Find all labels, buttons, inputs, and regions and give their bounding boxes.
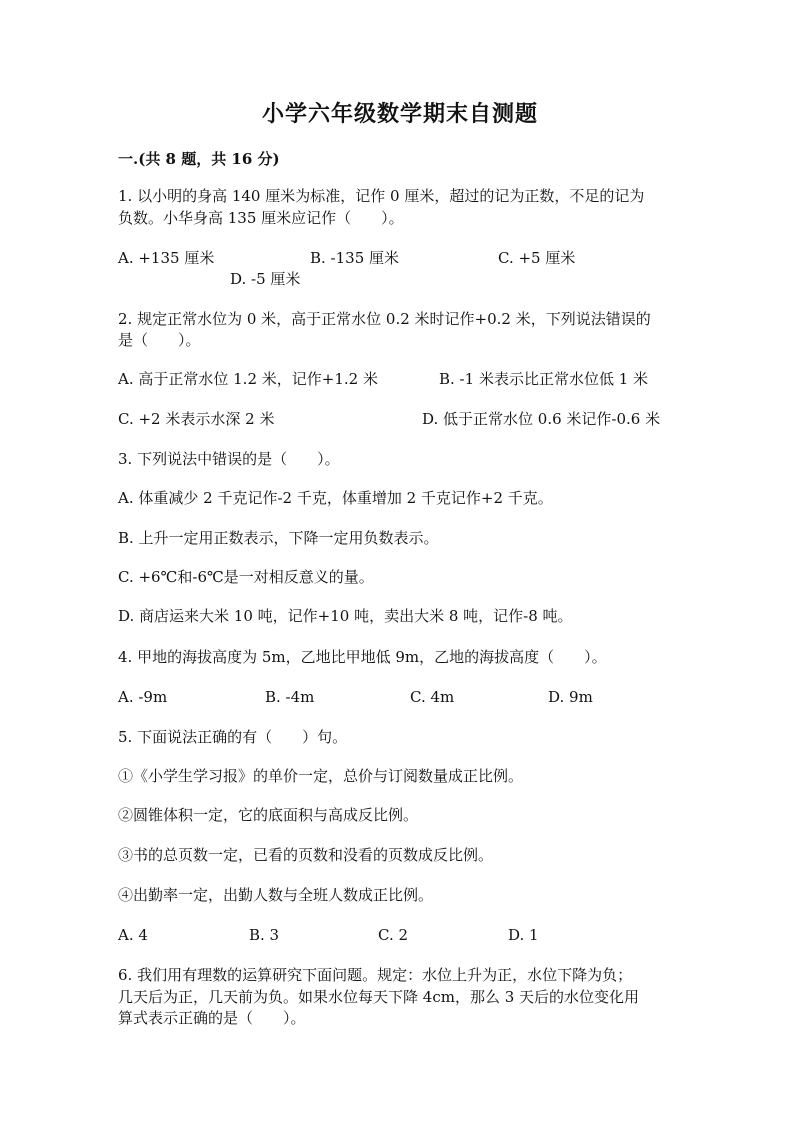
q5-statement-4: ④出勤率一定，出勤人数与全班人数成正比例。 (118, 886, 434, 904)
q1-option-c: C. +5 厘米 (498, 249, 576, 267)
q4-stem: 4. 甲地的海拔高度为 5m，乙地比甲地低 9m，乙地的海拔高度（ ）。 (118, 648, 607, 666)
q2-option-a: A. 高于正常水位 1.2 米，记作+1.2 米 (118, 370, 378, 388)
q1-option-a: A. +135 厘米 (118, 249, 215, 267)
q3-stem: 3. 下列说法中错误的是（ ）。 (118, 450, 340, 468)
q5-statement-1: ①《小学生学习报》的单价一定，总价与订阅数量成正比例。 (118, 767, 524, 785)
q6-stem-line-1: 6. 我们用有理数的运算研究下面问题。规定：水位上升为正，水位下降为负； (118, 966, 633, 984)
q1-option-d: D. -5 厘米 (230, 270, 301, 288)
q3-option-b: B. 上升一定用正数表示，下降一定用负数表示。 (118, 529, 439, 547)
section-heading: 一.(共 8 题，共 16 分) (118, 150, 280, 168)
q1-stem-line-2: 负数。小华身高 135 厘米应记作（ ）。 (118, 209, 404, 227)
q2-stem-line-2: 是（ ）。 (118, 331, 201, 349)
q5-stem: 5. 下面说法正确的有（ ）句。 (118, 728, 348, 746)
q5-option-b: B. 3 (249, 926, 280, 944)
q5-option-d: D. 1 (508, 926, 539, 944)
q3-option-c: C. +6℃和-6℃是一对相反意义的量。 (118, 568, 374, 586)
q5-option-c: C. 2 (378, 926, 409, 944)
q2-option-c: C. +2 米表示水深 2 米 (118, 410, 275, 428)
q5-statement-3: ③书的总页数一定，已看的页数和没看的页数成反比例。 (118, 846, 494, 864)
q2-option-d: D. 低于正常水位 0.6 米记作-0.6 米 (422, 410, 661, 428)
q1-option-b: B. -135 厘米 (310, 249, 400, 267)
q3-option-d: D. 商店运来大米 10 吨，记作+10 吨，卖出大米 8 吨，记作-8 吨。 (118, 607, 573, 625)
q2-option-b: B. -1 米表示比正常水位低 1 米 (439, 370, 649, 388)
q6-stem-line-2: 几天后为正，几天前为负。如果水位每天下降 4cm，那么 3 天后的水位变化用 (118, 988, 640, 1006)
q1-stem-line-1: 1. 以小明的身高 140 厘米为标准，记作 0 厘米，超过的记为正数，不足的记为 (118, 187, 645, 205)
page-title: 小学六年级数学期末自测题 (261, 101, 538, 127)
q5-statement-2: ②圆锥体积一定，它的底面积与高成反比例。 (118, 806, 419, 824)
q6-stem-line-3: 算式表示正确的是（ ）。 (118, 1009, 306, 1027)
q4-option-c: C. 4m (410, 688, 455, 706)
q5-option-a: A. 4 (118, 926, 148, 944)
q4-option-b: B. -4m (265, 688, 315, 706)
q3-option-a: A. 体重减少 2 千克记作-2 千克，体重增加 2 千克记作+2 千克。 (118, 489, 553, 507)
q4-option-d: D. 9m (548, 688, 593, 706)
q2-stem-line-1: 2. 规定正常水位为 0 米，高于正常水位 0.2 米时记作+0.2 米，下列说法错误的 (118, 310, 651, 328)
q4-option-a: A. -9m (118, 688, 168, 706)
